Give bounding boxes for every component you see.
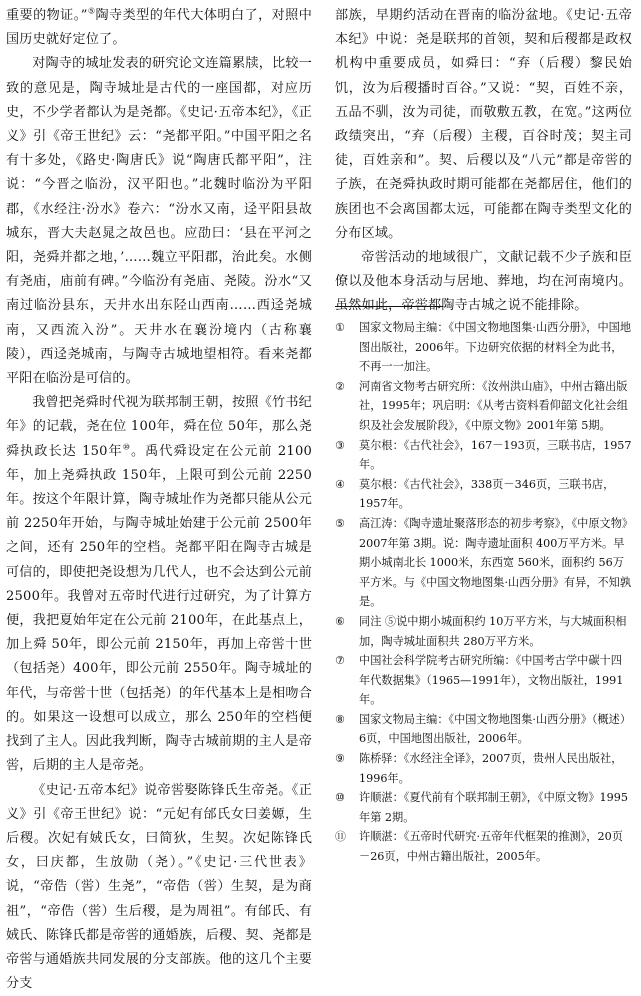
footnote-mark: ⑨: [335, 749, 355, 769]
footnote-mark: ③: [335, 436, 355, 456]
footnote-text: 莫尔根：《古代社会》，338页－346页，三联书店，1957年。: [359, 478, 614, 511]
footnote-ref[interactable]: ⑩: [123, 442, 131, 451]
footnote-item: [335, 651, 632, 710]
left-paragraph-1: [6, 4, 312, 52]
footnotes: [335, 318, 632, 914]
right-paragraph-2: 帝喾活动的地域很广，文献记载不少子族和臣僚以及他本身活动与居地、葬地，均在河南境内。虽然如此，帝喾都陶寺古城之说不能排除。: [335, 246, 632, 319]
footnote-mark: ⑧: [335, 710, 355, 730]
footnote-mark: ⑥: [335, 612, 355, 632]
footnote-text: 同注 ⑤说中期小城面积约 10万平方米，与大城面积相加，陶寺城址面积共 280万平方米。: [359, 615, 626, 648]
left-column: [6, 4, 312, 916]
footnote-text: 许顺湛：《夏代前有个联邦制王朝》，《中原文物》1995年第 2期。: [359, 791, 628, 824]
footnote-text: 陈桥驿：《水经注全译》，2007页，贵州人民出版社，1996年。: [359, 752, 622, 785]
footnote-text: 国家文物局主编：《中国文物地图集·山西分册》，中国地图出版社，2006年。下边研究依据的材料全为此书，不再一一加注。: [359, 321, 631, 373]
footnote-item: [335, 749, 632, 788]
footnote-mark: ⑤: [335, 514, 355, 534]
footnote-mark: ②: [335, 377, 355, 397]
paragraph-text: 我曾把尧舜时代视为联邦制王朝，按照《竹书纪年》的记载，尧在位 100年，舜在位 50年，那么尧舜执政长达 150年: [6, 395, 312, 458]
footnote-mark: ⑪: [335, 827, 355, 847]
footnote-divider: [335, 306, 443, 307]
footnote-text: 高江涛：《陶寺遗址聚落形态的初步考察》，《中原文物》2007年第 3期。说：陶寺遗址面积 400万平方米。早期小城南北长 1000米，东西宽 560米，面积约 56万平方米。与《中国文物地图集·山西分册》有异，不知孰是。: [359, 517, 631, 608]
paragraph-text: 陶寺类型的年代大体明白了，对照中国历史就好定位了。: [6, 8, 312, 47]
left-paragraph-4: 《史记·五帝本纪》说帝喾娶陈锋氏生帝尧。《正义》引《帝王世纪》说：“元妃有邰氏女曰姜嫄，生后稷。次妃有娀氏女，曰简狄，生契。次妃陈锋氏女，曰庆都，生放勋（尧）。”《史记·三代世表》说，“帝俈（喾）生尧”，“帝俈（喾）生契，是为商祖”，“帝俈（喾）生后稷，是为周祖”。有邰氏、有娀氏、陈锋氏都是帝喾的通婚族，后稷、契、尧都是帝喾与通婚族共同发展的分支部族。他的这几个主要分支: [6, 779, 312, 996]
footnote-ref[interactable]: ⑤: [88, 7, 96, 16]
footnote-mark: ①: [335, 318, 355, 338]
left-paragraph-3: [6, 391, 312, 778]
footnote-item: [335, 475, 632, 514]
footnote-text: 河南省文物考古研究所：《汝州洪山庙》，中州古籍出版社，1995年；巩启明：《从考古资料看仰韶文化社会组织及社会发展阶段》，《中原文物》2001年第 5期。: [359, 380, 628, 432]
footnote-text: 中国社会科学院考古研究所编：《中国考古学中碳十四年代数据集》（1965—1991年），文物出版社，1991年。: [359, 654, 623, 706]
footnote-text: 国家文物局主编：《中国文物地图集·山西分册》（概述）6页，中国地图出版社，2006年。: [359, 713, 631, 746]
footnote-mark: ⑦: [335, 651, 355, 671]
right-paragraph-1: 部族，早期约活动在晋南的临汾盆地。《史记·五帝本纪》中说：尧是联邦的首领，契和后稷都是政权机构中重要成员，如舜曰：“弃（后稷）黎民始饥，汝为后稷播时百谷。”又说：“契，百姓不亲，五品不驯，汝为司徒，而敬敷五教，在宽。”这两位政绩突出，“弃（后稷）主稷，百谷时茂；契主司徒，百姓亲和”。契、后稷以及“八元”都是帝喾的子族，在尧舜执政时期可能都在尧都居住，他们的族团也不会离国都太远，可能都在陶寺类型文化的分布区域。: [335, 4, 632, 246]
footnote-item: [335, 514, 632, 612]
footnote-mark: ④: [335, 475, 355, 495]
footnote-item: [335, 612, 632, 651]
footnote-item: [335, 788, 632, 827]
footnote-item: [335, 436, 632, 475]
footnote-item: [335, 377, 632, 436]
footnote-item: [335, 827, 632, 866]
footnote-text: 许顺湛：《五帝时代研究·五帝年代框架的推测》，20页－26页，中州古籍出版社，2005年。: [359, 830, 623, 863]
footnote-item: [335, 318, 632, 377]
footnote-text: 莫尔根：《古代社会》，167－193页，三联书店，1957年。: [359, 439, 632, 472]
left-paragraph-2: 对陶寺的城址发表的研究论文连篇累牍，比较一致的意见是，陶寺城址是古代的一座国都，对应历史，不少学者都认为是尧都。《史记·五帝本纪》，《正义》引《帝王世纪》云：“尧都平阳。”中国平阳之名有十多处，《路史·陶唐氏》说“陶唐氏都平阳”，注说：“今晋之临汾，汉平阳也。”北魏时临汾为平阳郡，《水经注·汾水》卷六：“汾水又南，迳平阳县故城东，晋大夫赵晁之故邑也。应劭曰：‘县在平河之阳，尧舜并都之地，’……魏立平阳郡，治此矣。水侧有尧庙，庙前有碑。”今临汾有尧庙、尧陵。汾水“又南过临汾县东，天井水出东陉山西南……西迳尧城南，又西流入汾”。天井水在襄汾境内（古称襄陵），西迳尧城南，与陶寺古城地望相符。看来尧都平阳在临汾是可信的。: [6, 52, 312, 391]
footnote-mark: ⑩: [335, 788, 355, 808]
paragraph-text: 重要的物证。”: [6, 8, 88, 23]
footnote-item: [335, 710, 632, 749]
paragraph-text: 。禹代舜设定在公元前 2100年，加上尧舜执政 150年，上限可到公元前 2250年。按这个年限计算，陶寺城址作为尧都只能从公元前 2250年开始，与陶寺城址始建于公元前 2500年之间，还有 250年的空档。尧都平阳在陶寺古城是可信的，即使把尧设想为几代人，也不会达到公元前 2500年。我曾对五帝时代进行过研究，为了计算方便，我把夏始年定在公元前 2100年，在此基点上，加上舜 50年，即公元前 2150年，再加上帝喾十世（包括尧）400年，即公元前 2550年。陶寺城址的年代，与帝喾十世（包括尧）的年代基本上是相吻合的。如果这一设想可以成立，那么 250年的空档便找到了主人。因此我判断，陶寺古城前期的主人是帝喾，后期的主人是帝尧。: [6, 444, 312, 774]
